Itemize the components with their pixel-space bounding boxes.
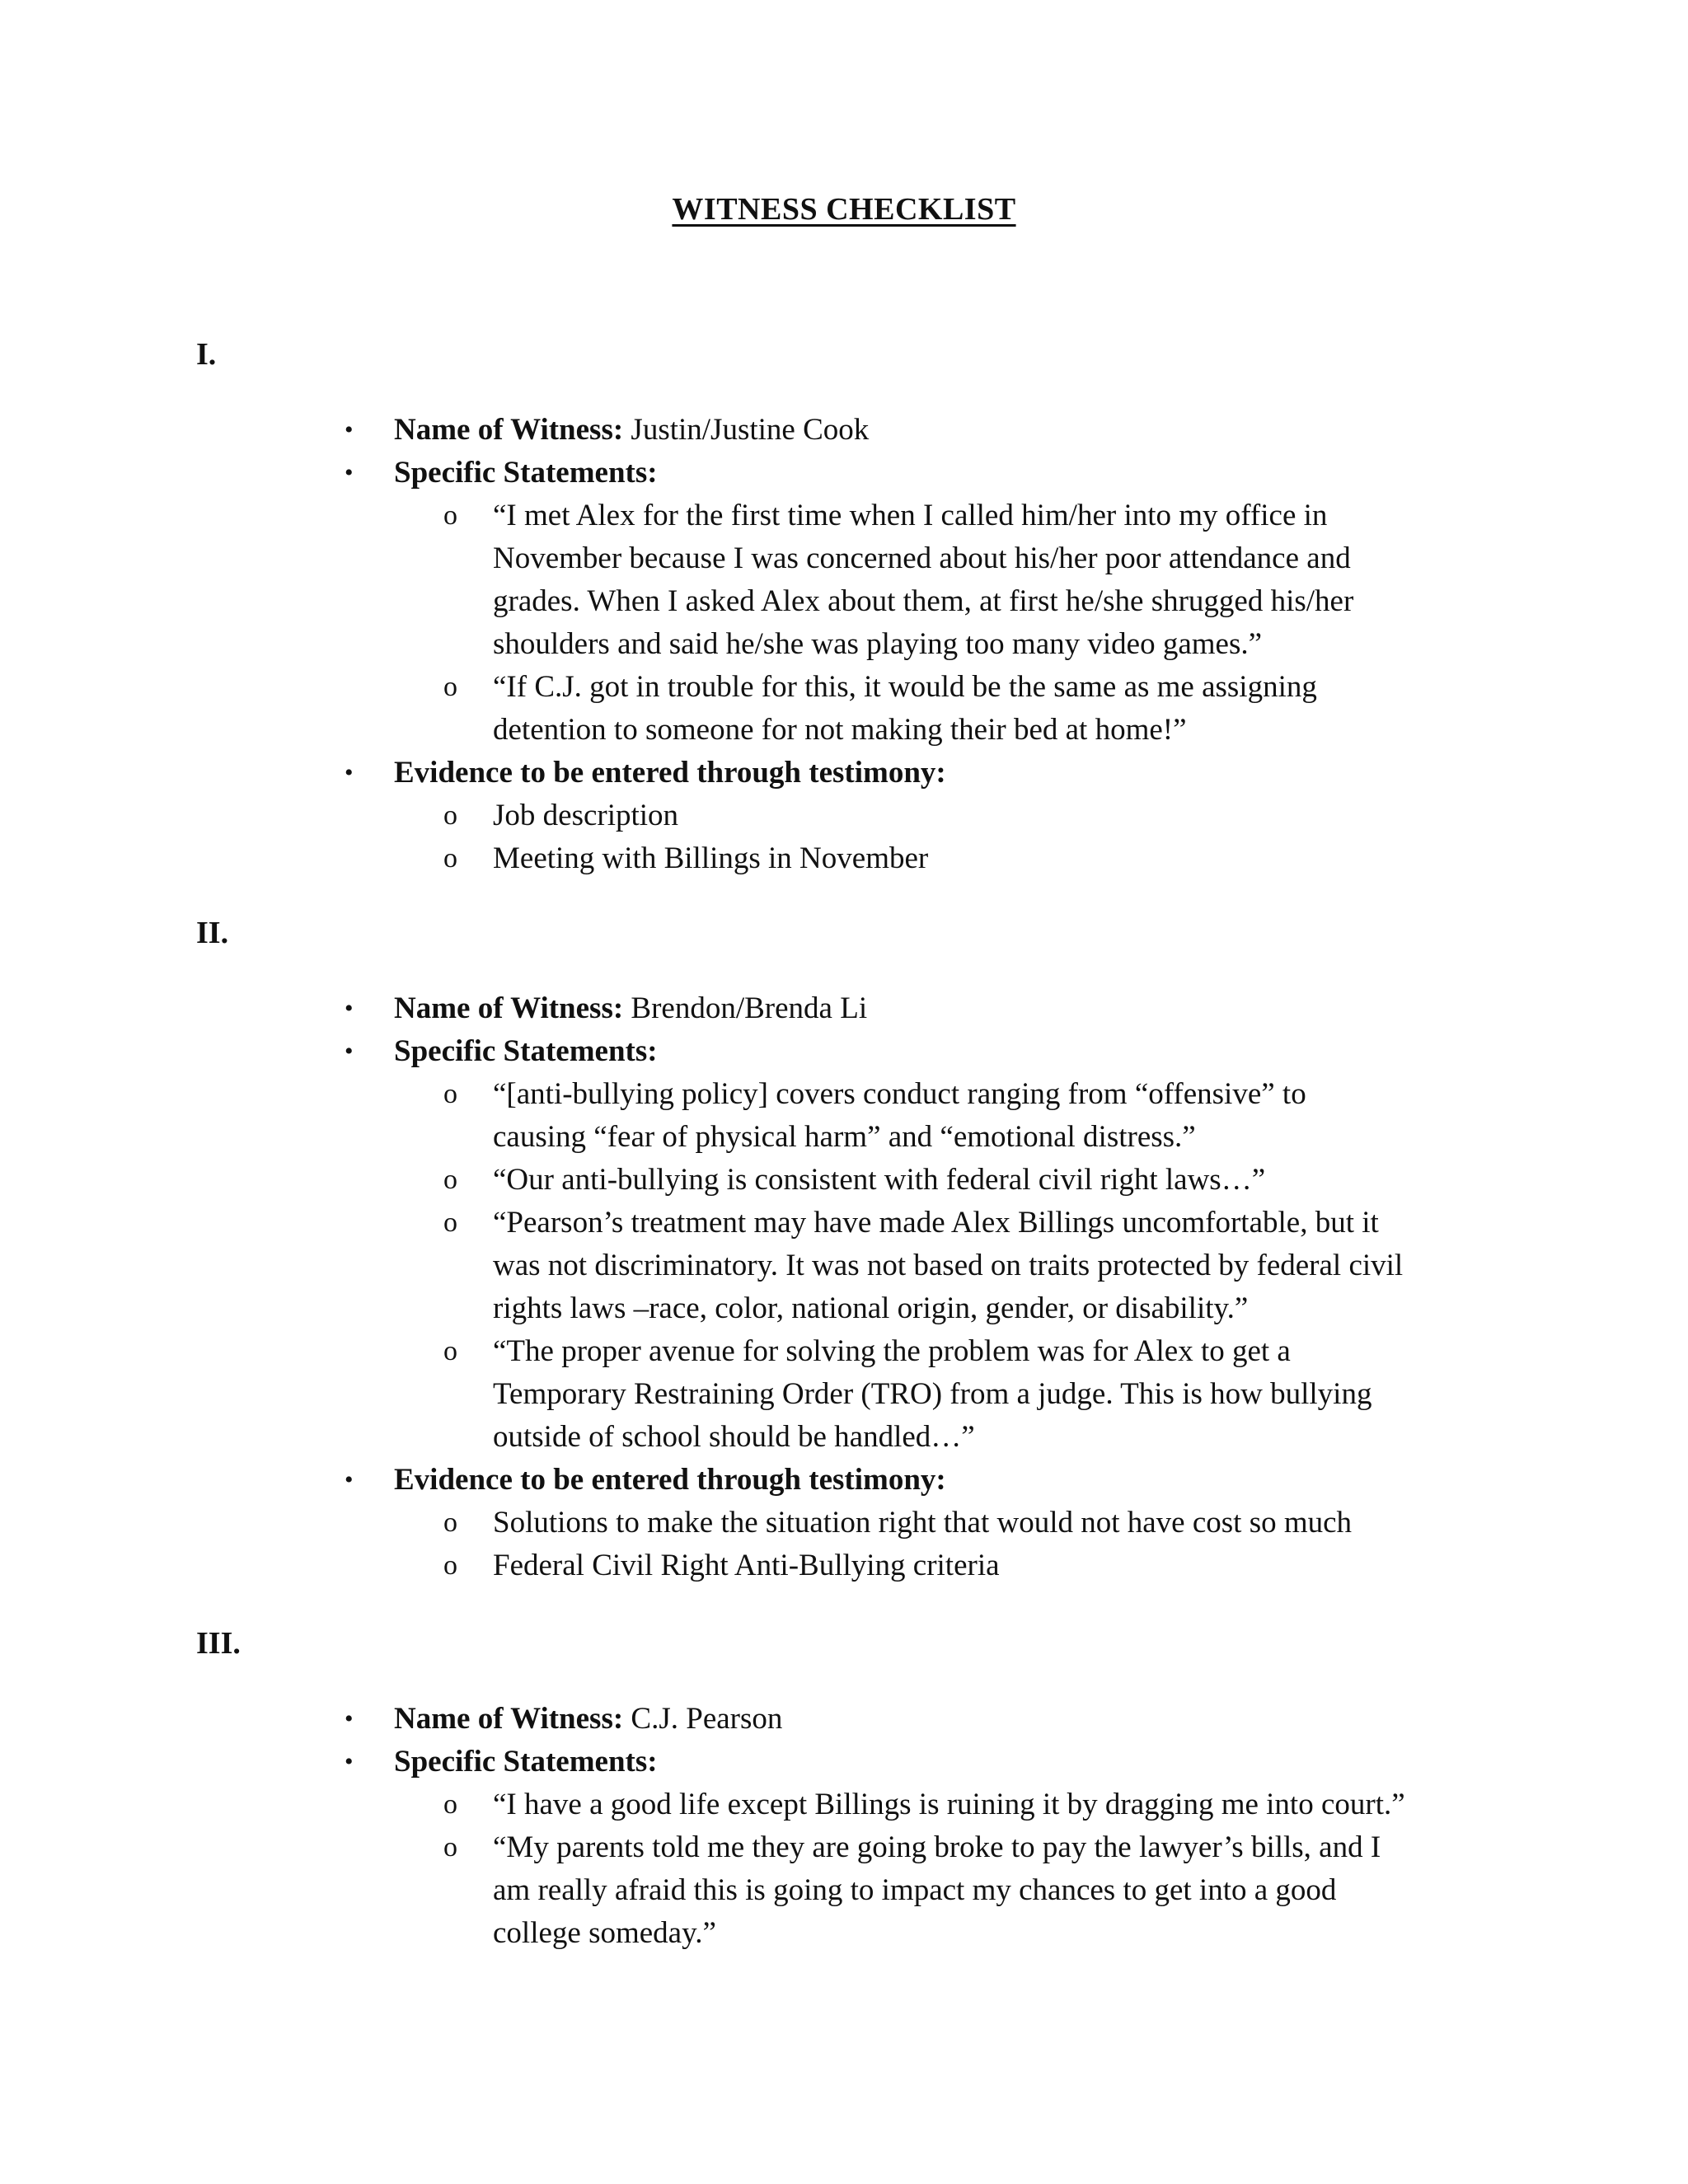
witness-name-line	[394, 1698, 782, 1741]
statement-line: am really afraid this is going to impact my chances to get into a good	[493, 1873, 1337, 1907]
statement-line: detention to someone for not making their bed at home!”	[493, 713, 1187, 747]
witness-name-line	[394, 409, 869, 452]
bullet-marker: •	[345, 759, 354, 786]
witness-name-line	[394, 987, 867, 1030]
statements-heading: Specific Statements:	[394, 1745, 658, 1779]
sub-bullet-marker: o	[443, 1789, 457, 1820]
statement-line: “My parents told me they are going broke to pay the lawyer’s bills, and I	[493, 1830, 1381, 1864]
statements-heading: Specific Statements:	[394, 1034, 658, 1068]
bullet-marker: •	[345, 1705, 354, 1732]
statement-line: “The proper avenue for solving the problem was for Alex to get a	[493, 1334, 1291, 1368]
bullet-marker: •	[345, 1038, 354, 1065]
section-numeral: II.	[196, 916, 229, 950]
bullet-marker: •	[345, 459, 354, 486]
statement-line: “[anti-bullying policy] covers conduct ranging from “offensive” to	[493, 1077, 1306, 1111]
statement-line: “Pearson’s treatment may have made Alex Billings uncomfortable, but it	[493, 1206, 1379, 1240]
witness-name: Justin/Justine Cook	[631, 413, 870, 447]
statement-line: was not discriminatory. It was not based on traits protected by federal civil	[493, 1249, 1404, 1282]
bullet-marker: •	[345, 1748, 354, 1775]
sub-bullet-marker: o	[443, 1165, 457, 1195]
statement-line: “Our anti-bullying is consistent with federal civil right laws…”	[493, 1163, 1266, 1197]
sub-bullet-marker: o	[443, 500, 457, 531]
statement-line: college someday.”	[493, 1916, 716, 1950]
evidence-heading: Evidence to be entered through testimony:	[394, 756, 946, 790]
sub-bullet-marker: o	[443, 1832, 457, 1863]
evidence-item: Job description	[493, 799, 679, 832]
evidence-heading: Evidence to be entered through testimony:	[394, 1463, 946, 1497]
statement-line: “I met Alex for the first time when I called him/her into my office in	[493, 499, 1328, 532]
witness-name: Brendon/Brenda Li	[631, 991, 868, 1025]
evidence-item: Federal Civil Right Anti-Bullying criteria	[493, 1549, 1000, 1582]
sub-bullet-marker: o	[443, 843, 457, 874]
section-numeral: I.	[196, 337, 217, 372]
statement-line: “If C.J. got in trouble for this, it would be the same as me assigning	[493, 670, 1317, 704]
sub-bullet-marker: o	[443, 1079, 457, 1109]
document-title: WITNESS CHECKLIST	[672, 192, 1016, 227]
statement-line: rights laws –race, color, national origin, gender, or disability.”	[493, 1291, 1249, 1325]
statement-line: outside of school should be handled…”	[493, 1420, 975, 1454]
statement-line: shoulders and said he/she was playing too many video games.”	[493, 627, 1263, 661]
sub-bullet-marker: o	[443, 1207, 457, 1238]
bullet-marker: •	[345, 995, 354, 1022]
sub-bullet-marker: o	[443, 800, 457, 831]
statements-heading: Specific Statements:	[394, 456, 658, 490]
statement-line: grades. When I asked Alex about them, at first he/she shrugged his/her	[493, 584, 1354, 618]
witness-name-label: Name of Witness:	[394, 991, 631, 1025]
sub-bullet-marker: o	[443, 1507, 457, 1538]
statement-line: Temporary Restraining Order (TRO) from a judge. This is how bullying	[493, 1377, 1372, 1411]
statement-line: November because I was concerned about his/her poor attendance and	[493, 541, 1351, 575]
evidence-item: Solutions to make the situation right that would not have cost so much	[493, 1506, 1353, 1540]
witness-name-label: Name of Witness:	[394, 413, 631, 447]
witness-name: C.J. Pearson	[631, 1702, 783, 1736]
sub-bullet-marker: o	[443, 1336, 457, 1366]
sub-bullet-marker: o	[443, 672, 457, 702]
evidence-item: Meeting with Billings in November	[493, 841, 929, 875]
sub-bullet-marker: o	[443, 1550, 457, 1581]
witness-name-label: Name of Witness:	[394, 1702, 631, 1736]
statement-line: “I have a good life except Billings is ruining it by dragging me into court.”	[493, 1788, 1405, 1821]
bullet-marker: •	[345, 416, 354, 443]
bullet-marker: •	[345, 1466, 354, 1493]
statement-line: causing “fear of physical harm” and “emotional distress.”	[493, 1120, 1196, 1154]
section-numeral: III.	[196, 1626, 241, 1661]
